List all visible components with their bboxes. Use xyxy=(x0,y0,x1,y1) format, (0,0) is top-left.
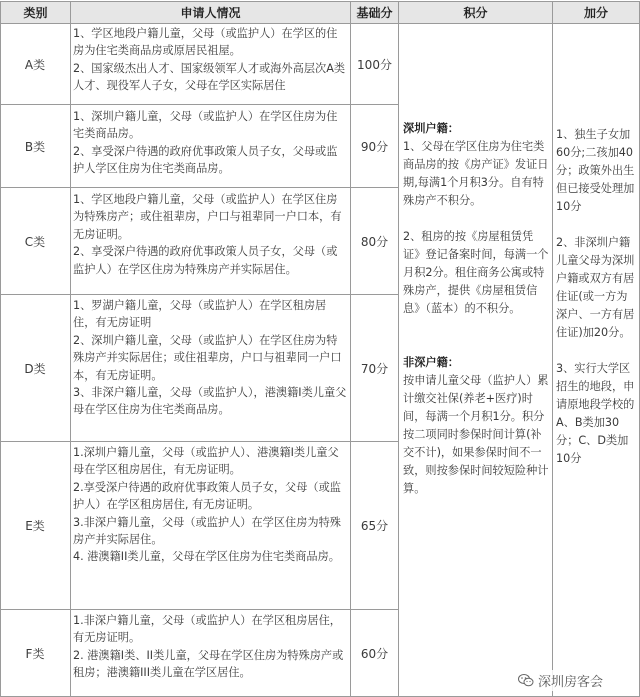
row-d-line-2: 2、深圳户籍儿童，父母（或监护人）在学区住房为特殊房产并实际居住；或住祖辈房，户口与祖辈同一户口本，有无房证明。 xyxy=(73,333,342,382)
row-f-line-1: 1.非深户籍儿童，父母（或监护人）在学区租房居住，有无房证明。 xyxy=(73,614,341,645)
row-c-line-1: 1、学区地段户籍儿童，父母（或监护人）在学区住房为特殊房产；或住祖辈房，户口与祖辈同一户口本，有无房证明。 xyxy=(73,193,342,241)
watermark-text: 深圳房客会 xyxy=(538,675,604,690)
row-d-score: 70分 xyxy=(360,361,389,376)
row-b-line-2: 2、享受深户待遇的政府优事政策人员子女，父母或监护人学区住房为住宅类商品房。 xyxy=(73,144,338,176)
row-a-line-2: 2、国家级杰出人才、国家级领军人才或海外高层次A类人才、现役军人子女，父母在学区实际居住 xyxy=(73,61,346,93)
watermark xyxy=(515,670,606,691)
row-b-description xyxy=(73,108,347,178)
points-shenzhen-item-2: 2、租房的按《房屋租赁凭证》登记备案时间，每满一个月积2分。租住商务公寓或特殊房产，提供《房屋租赁信息》（蓝本）的不积分。 xyxy=(403,230,549,315)
row-b-line-1: 1、深圳户籍儿童，父母（或监护人）在学区住房为住宅类商品房。 xyxy=(73,110,338,141)
bonus-item-3: 3、实行大学区招生的地段，申请原地段学校的A、B类加30分；C、D类加10分 xyxy=(556,362,635,465)
bonus-item-1: 1、独生子女加60分;二孩加40分；政策外出生但已接受处理加10分 xyxy=(556,128,635,213)
row-d-description xyxy=(73,297,347,419)
row-f-line-2: 2. 港澳籍I类、II类儿童，父母在学区住房为特殊房产或租房；港澳籍III类儿童在学区居住。 xyxy=(73,648,344,680)
points-shenzhen-heading: 深圳户籍： xyxy=(403,122,459,135)
row-c-score: 80分 xyxy=(360,234,389,249)
row-d-line-3: 3、非深户籍儿童，父母（或监护人），港澳籍I类儿童父母在学区住房为住宅类商品房。 xyxy=(73,386,347,417)
row-a-category: A类 xyxy=(24,57,46,72)
header-base-score: 基础分 xyxy=(351,2,398,23)
points-non-shenzhen-heading: 非深户籍： xyxy=(403,356,459,369)
row-f-description xyxy=(73,612,347,682)
row-e-line-3: 3.非深户籍儿童，父母（或监护人）在学区住房为特殊房产并实际居住。 xyxy=(73,515,341,547)
row-d-category: D类 xyxy=(24,361,46,376)
row-c-description xyxy=(73,191,347,278)
row-a-description xyxy=(73,25,347,95)
row-f-score: 60分 xyxy=(360,646,389,661)
header-divider xyxy=(0,23,640,24)
bonus-item-2: 2、非深圳户籍儿童父母为深圳户籍或双方有居住证(或一方为深户、一方有居住证)加20分。 xyxy=(556,236,635,339)
border-top xyxy=(0,1,640,2)
row-a-line-1: 1、学区地段户籍儿童，父母（或监护人）在学区的住房为住宅类商品房或原居民祖屋。 xyxy=(73,27,338,58)
row-e-line-2: 2.享受深户待遇的政府优事政策人员子女，父母（或监护人）在学区租房居住, 有无房证明。 xyxy=(73,480,341,512)
row-e-line-4: 4. 港澳籍II类儿童，父母在学区住房为住宅类商品房。 xyxy=(73,550,340,564)
header-applicant: 申请人情况 xyxy=(71,2,350,23)
col-divider xyxy=(398,1,399,697)
row-b-category: B类 xyxy=(24,139,46,154)
col-divider xyxy=(552,1,553,697)
points-shenzhen-item-1: 1、父母在学区住房为住宅类商品房的按《房产证》发证日期,每满1个月积3分。自有特殊房产不积分。 xyxy=(403,140,549,207)
row-f-category: F类 xyxy=(25,646,45,661)
row-e-description xyxy=(73,444,347,566)
row-c-category: C类 xyxy=(24,234,46,249)
header-points: 积分 xyxy=(399,2,552,23)
row-e-score: 65分 xyxy=(360,519,389,533)
row-d-line-1: 1、罗湖户籍儿童，父母（或监护人）在学区租房居住，有无房证明 xyxy=(73,299,327,330)
points-non-shenzhen-text: 按申请儿童父母（监护人）累计缴交社保(养老+医疗)时间，每满一个月积1分。积分按二项同时参保时间计算(补交不计)，如果参保时间不一致，则按参保时间较短险种计算。 xyxy=(403,374,549,495)
row-c-line-2: 2、享受深户待遇的政府优事政策人员子女，父母（或监护人）在学区住房为特殊房产并实际居住。 xyxy=(73,245,338,276)
header-bonus: 加分 xyxy=(553,2,639,23)
points-rules xyxy=(403,120,549,498)
bonus-rules xyxy=(556,126,636,468)
header-category: 类别 xyxy=(1,2,70,23)
row-a-score: 100分 xyxy=(357,57,392,72)
row-b-score: 90分 xyxy=(360,139,389,154)
col-divider xyxy=(70,1,71,697)
row-e-category: E类 xyxy=(25,519,45,533)
row-e-line-1: 1.深圳户籍儿童，父母（或监护人）、港澳籍I类儿童父母在学区租房居住，有无房证明。 xyxy=(73,446,339,477)
wechat-icon xyxy=(518,674,534,687)
